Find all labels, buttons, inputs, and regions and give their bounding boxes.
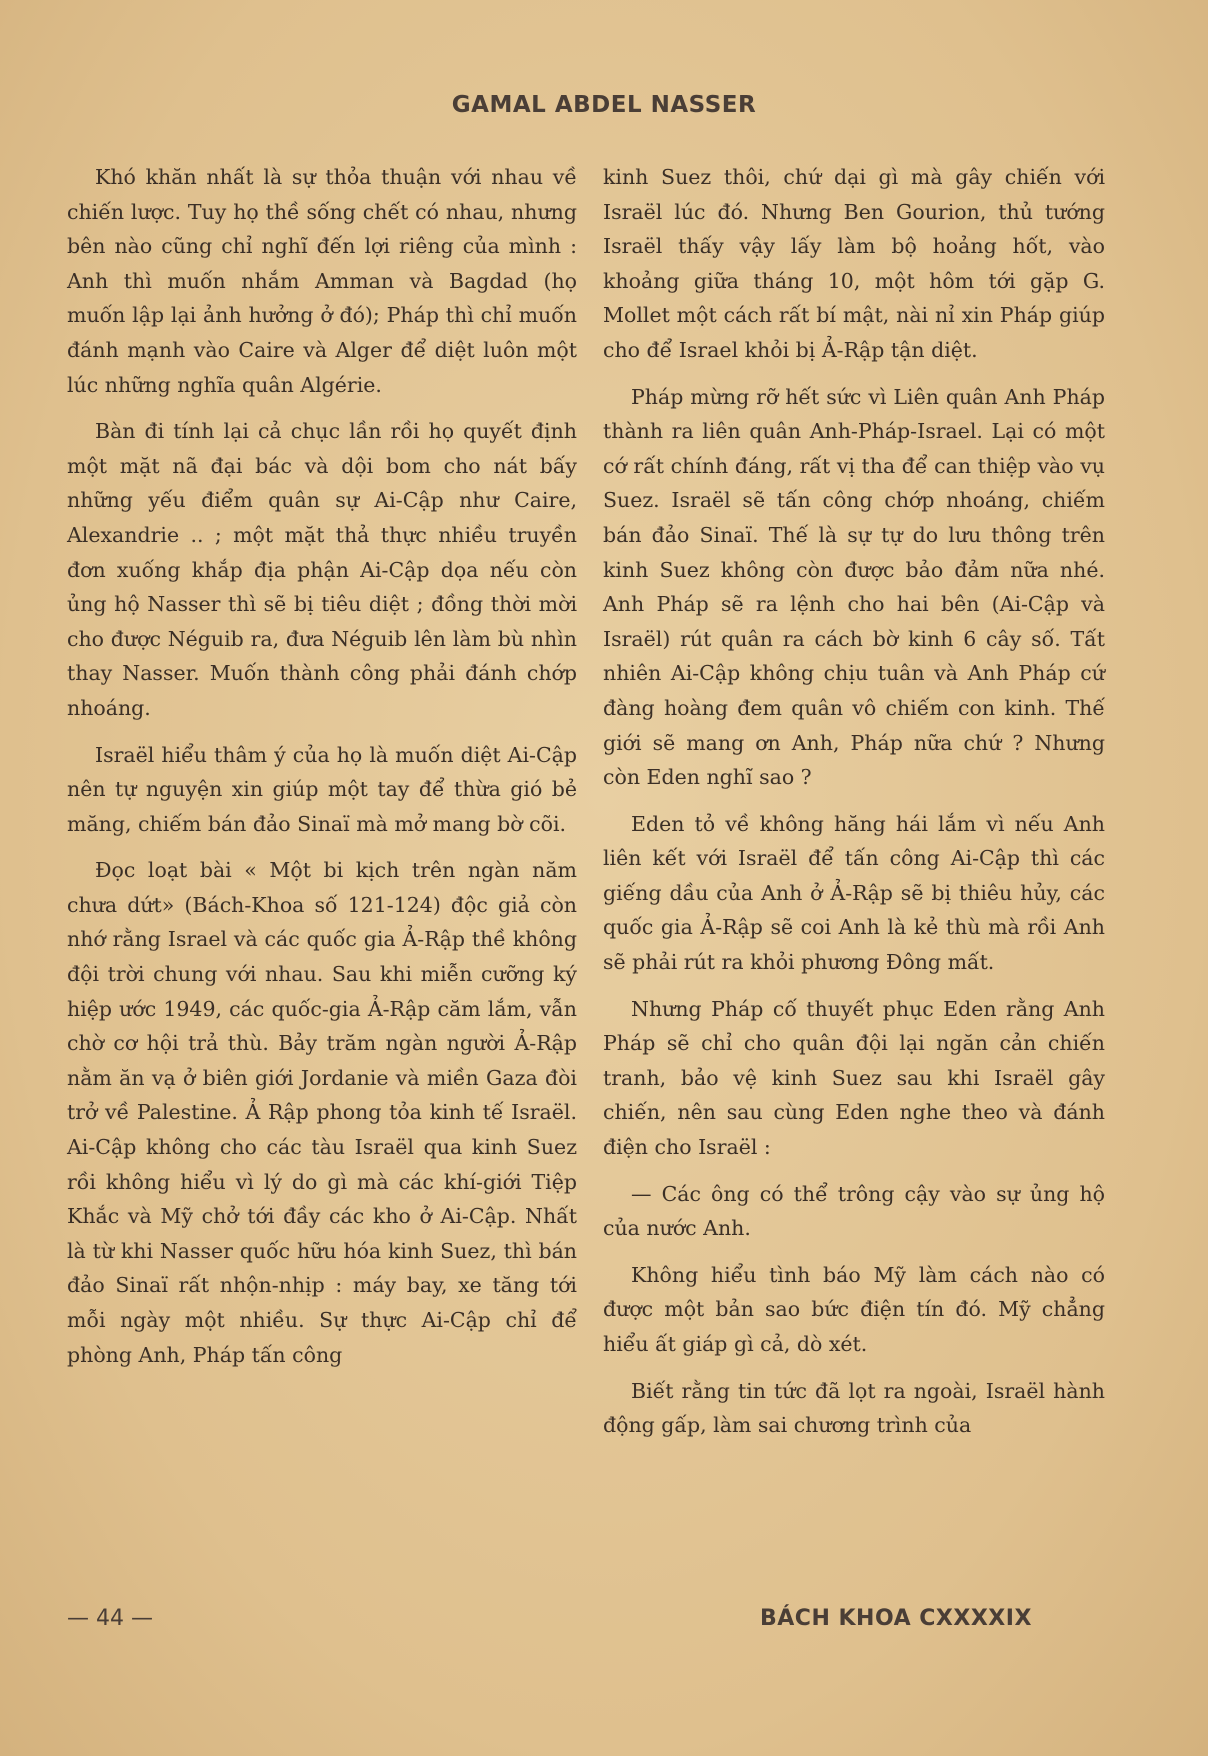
right-paragraph-6: Không hiểu tình báo Mỹ làm cách nào có được một bản sao bức điện tín đó. Mỹ chẳng hiểu ất giáp gì cả, dò xét. bbox=[603, 1262, 1105, 1356]
right-paragraph-7: Biết rằng tin tức đã lọt ra ngoài, Israël hành động gấp, làm sai chương trình của bbox=[603, 1378, 1105, 1438]
journal-footer: BÁCH KHOA CXXXXIX bbox=[760, 1606, 1032, 1631]
left-paragraph-4: Đọc loạt bài « Một bi kịch trên ngàn năm chưa dứt» (Bách-Khoa số 121-124) độc giả còn nhớ rằng Israel và các quốc gia Ả-Rập thề không đội trời chung với nhau. Sau khi miễn cưỡng ký hiệp ước 1949, các quốc-gia Ả-Rập căm lắm, vẫn chờ cơ hội trả thù. Bảy trăm ngàn người Ả-Rập nằm ăn vạ ở biên giới Jordanie và miền Gaza đòi trở về Palestine. Ả Rập phong tỏa kinh tế Israël. Ai-Cập không cho các tàu Israël qua kinh Suez rồi không hiểu vì lý do gì mà các khí-giới Tiệp Khắc và Mỹ chở tới đầy các kho ở Ai-Cập. Nhất là từ khi Nasser quốc hữu hóa kinh Suez, thì bán đảo Sinaï rất nhộn-nhịp : máy bay, xe tăng tới mỗi ngày một nhiều. Sự thực Ai-Cập chỉ để phòng Anh, Pháp tấn công bbox=[67, 858, 577, 1367]
right-paragraph-5: — Các ông có thể trông cậy vào sự ủng hộ của nước Anh. bbox=[603, 1181, 1105, 1241]
page-number: — 44 — bbox=[67, 1606, 153, 1631]
right-paragraph-4: Nhưng Pháp cố thuyết phục Eden rằng Anh Pháp sẽ chỉ cho quân đội lại ngăn cản chiến tranh, bảo vệ kinh Suez sau khi Israël gây chiến, nên sau cùng Eden nghe theo và đánh điện cho Israël : bbox=[603, 996, 1105, 1160]
left-paragraph-2: Bàn đi tính lại cả chục lần rồi họ quyết định một mặt nã đại bác và dội bom cho nát bấy những yếu điểm quân sự Ai-Cập như Caire, Alexandrie .. ; một mặt thả thực nhiều truyền đơn xuống khắp địa phận Ai-Cập dọa nếu còn ủng hộ Nasser thì sẽ bị tiêu diệt ; đồng thời mời cho được Néguib ra, đưa Néguib lên làm bù nhìn thay Nasser. Muốn thành công phải đánh chớp nhoáng. bbox=[67, 419, 577, 720]
right-paragraph-3: Eden tỏ về không hăng hái lắm vì nếu Anh liên kết với Israël để tấn công Ai-Cập thì các giếng dầu của Anh ở Ả-Rập sẽ bị thiêu hủy, các quốc gia Ả-Rập sẽ coi Anh là kẻ thù mà rồi Anh sẽ phải rút ra khỏi phương Đông mất. bbox=[603, 811, 1105, 975]
right-column bbox=[603, 160, 1105, 1455]
running-header: GAMAL ABDEL NASSER bbox=[451, 92, 757, 118]
right-paragraph-1: kinh Suez thôi, chứ dại gì mà gây chiến với Israël lúc đó. Nhưng Ben Gourion, thủ tướng Israël thấy vậy lấy làm bộ hoảng hốt, vào khoảng giữa tháng 10, một hôm tới gặp G. Mollet một cách rất bí mật, nài nỉ xin Pháp giúp cho để Israel khỏi bị Ả-Rập tận diệt. bbox=[603, 165, 1105, 362]
right-paragraph-2: Pháp mừng rỡ hết sức vì Liên quân Anh Pháp thành ra liên quân Anh-Pháp-Israel. Lại có một cớ rất chính đáng, rất vị tha để can thiệp vào vụ Suez. Israël sẽ tấn công chớp nhoáng, chiếm bán đảo Sinaï. Thế là sự tự do lưu thông trên kinh Suez không còn được bảo đảm nữa nhé. Anh Pháp sẽ ra lệnh cho hai bên (Ai-Cập và Israël) rút quân ra cách bờ kinh 6 cây số. Tất nhiên Ai-Cập không chịu tuân và Anh Pháp cứ đàng hoàng đem quân vô chiếm con kinh. Thế giới sẽ mang ơn Anh, Pháp nữa chứ ? Nhưng còn Eden nghĩ sao ? bbox=[603, 384, 1105, 790]
left-paragraph-1: Khó khăn nhất là sự thỏa thuận với nhau về chiến lược. Tuy họ thề sống chết có nhau, nhưng bên nào cũng chỉ nghĩ đến lợi riêng của mình : Anh thì muốn nhắm Amman và Bagdad (họ muốn lập lại ảnh hưởng ở đó); Pháp thì chỉ muốn đánh mạnh vào Caire và Alger để diệt luôn một lúc những nghĩa quân Algérie. bbox=[67, 165, 577, 397]
left-column bbox=[67, 160, 577, 1384]
left-paragraph-3: Israël hiểu thâm ý của họ là muốn diệt Ai-Cập nên tự nguyện xin giúp một tay để thừa gió bẻ măng, chiếm bán đảo Sinaï mà mở mang bờ cõi. bbox=[67, 742, 577, 836]
